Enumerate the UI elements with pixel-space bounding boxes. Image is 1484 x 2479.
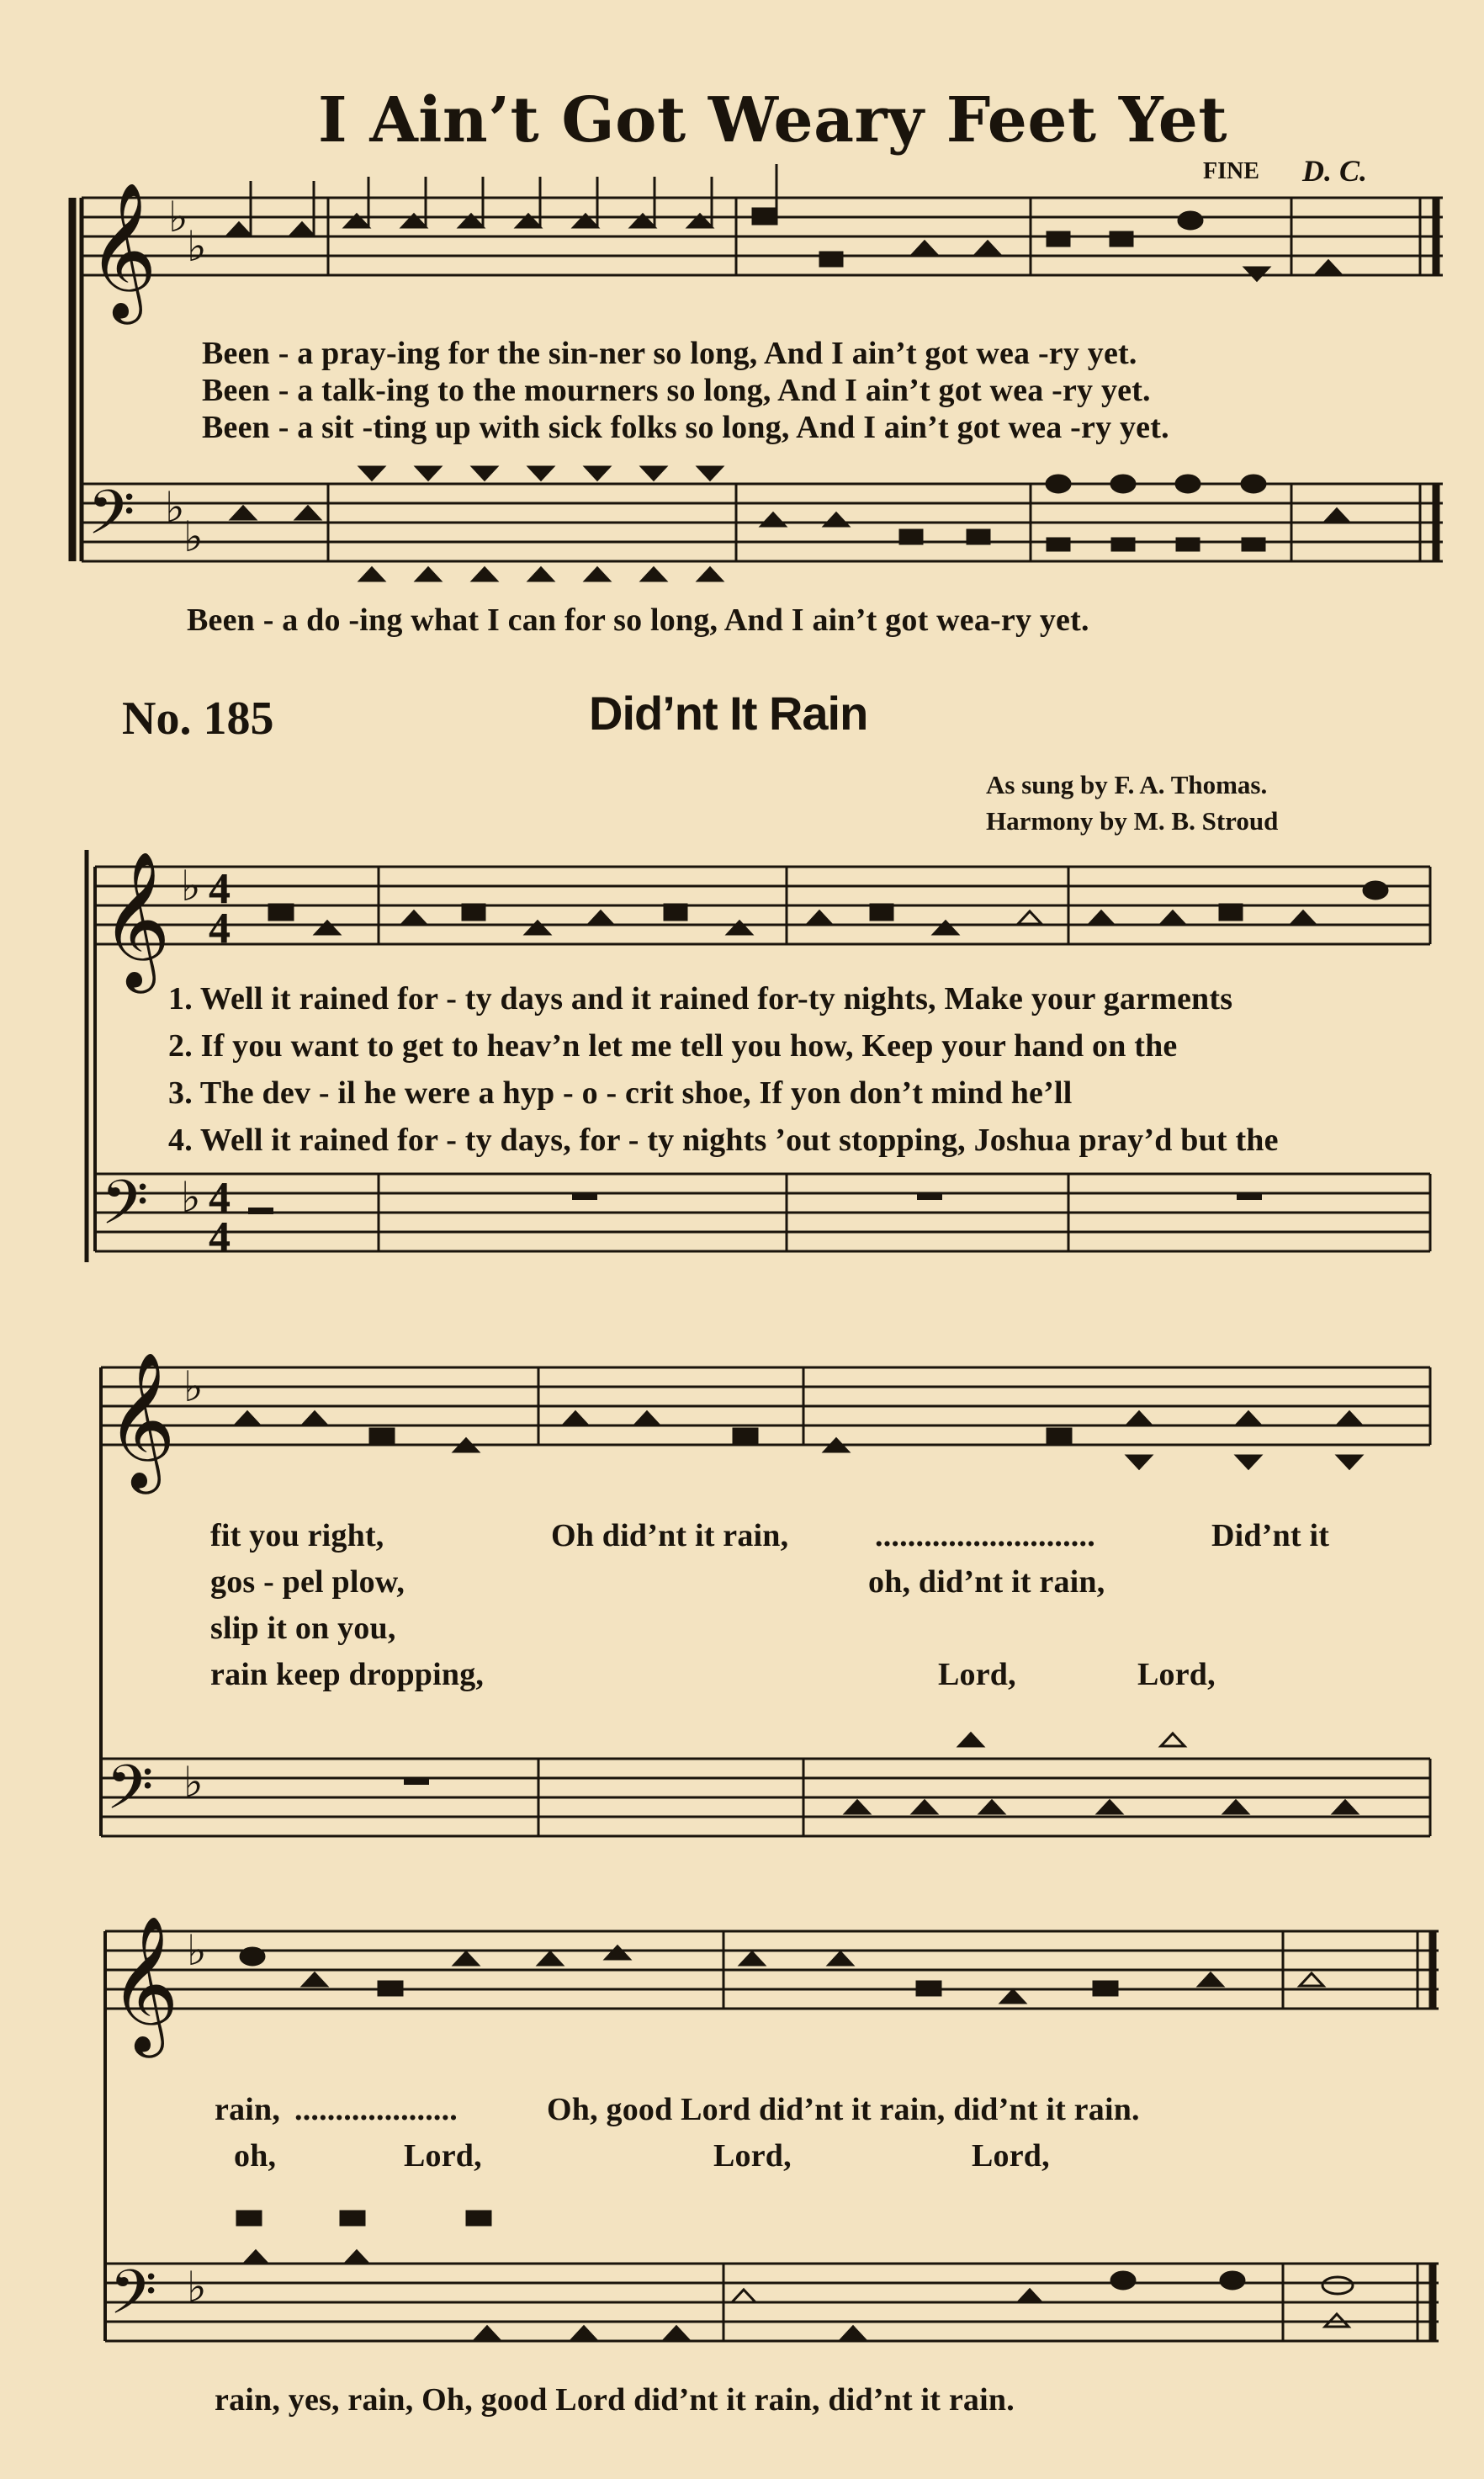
svg-text:4: 4 bbox=[209, 1213, 231, 1261]
sys2-lyric: fit you right, bbox=[210, 1518, 384, 1553]
sys3-lyric: .................... bbox=[294, 2092, 458, 2127]
song2-verse-2: 2. If you want to get to heav’n let me tell you how, Keep your hand on the bbox=[168, 1028, 1178, 1064]
svg-text:♭: ♭ bbox=[187, 1926, 207, 1975]
song2-sys1-verses bbox=[168, 980, 1430, 1165]
sys2-lyric: Lord, bbox=[938, 1657, 1016, 1692]
sys2-lyric: gos - pel plow, bbox=[210, 1564, 405, 1600]
bass-clef-icon: 𝄢 bbox=[101, 1166, 149, 1253]
svg-text:♭: ♭ bbox=[183, 1362, 204, 1411]
svg-text:♭: ♭ bbox=[165, 483, 185, 532]
treble-clef-icon: 𝄞 bbox=[101, 851, 171, 988]
sys2-lyric: rain keep dropping, bbox=[210, 1657, 485, 1692]
bass-clef-icon: 𝄢 bbox=[109, 2256, 157, 2343]
svg-text:♭: ♭ bbox=[187, 2263, 207, 2312]
song1-verse-1: Been - a pray-ing for the sin-ner so long, And I ain’t got wea -ry yet. bbox=[202, 336, 1137, 371]
song2-sys1-bass-staff bbox=[95, 1174, 1430, 1251]
song2-sys2-treble-staff bbox=[101, 1367, 1430, 1445]
hymn-number: No. 185 bbox=[122, 693, 274, 745]
sys2-lyric: Oh did’nt it rain, bbox=[551, 1518, 789, 1553]
sys3-lyric: Lord, bbox=[713, 2138, 792, 2174]
sys3-lyric: rain, bbox=[215, 2092, 281, 2127]
sys3-lyric: Oh, good Lord did’nt it rain, did’nt it rain. bbox=[547, 2092, 1140, 2127]
sys2-lyric: Did’nt it bbox=[1211, 1518, 1330, 1553]
song2-title: Did’nt It Rain bbox=[589, 687, 868, 740]
sys2-lyric: ........................... bbox=[875, 1518, 1095, 1553]
song1-bass-line: Been - a do -ing what I can for so long, And I ain’t got wea-ry yet. bbox=[187, 602, 1089, 638]
svg-text:4: 4 bbox=[209, 1174, 231, 1222]
svg-text:4: 4 bbox=[209, 905, 231, 953]
treble-clef-icon: 𝄞 bbox=[109, 1915, 179, 2052]
song2-verse-1: 1. Well it rained for - ty days and it rained for-ty nights, Make your garments bbox=[168, 981, 1233, 1017]
bass-clef-icon: 𝄢 bbox=[106, 1751, 154, 1838]
credit-harmony: Harmony by M. B. Stroud bbox=[986, 806, 1279, 836]
treble-clef-icon: 𝄞 bbox=[87, 182, 157, 319]
svg-text:♭: ♭ bbox=[183, 512, 204, 561]
song2-bass-line: rain, yes, rain, Oh, good Lord did’nt it rain, did’nt it rain. bbox=[215, 2382, 1015, 2418]
svg-text:♭: ♭ bbox=[181, 862, 201, 910]
song1-bass-staff bbox=[82, 484, 1443, 561]
song2-verse-3: 3. The dev - il he were a hyp - o - crit shoe, If yon don’t mind he’ll bbox=[168, 1075, 1073, 1111]
sys3-lyric: Lord, bbox=[972, 2138, 1050, 2174]
song2-bass-lyrics bbox=[215, 2381, 1426, 2423]
song1-verse-2: Been - a talk-ing to the mourners so long, And I ain’t got wea -ry yet. bbox=[202, 373, 1151, 408]
fine-marking: FINE bbox=[1203, 158, 1259, 184]
song1-bass-lyrics bbox=[187, 602, 1415, 644]
sys2-lyric: Lord, bbox=[1137, 1657, 1216, 1692]
song1-verse-3: Been - a sit -ting up with sick folks so long, And I ain’t got wea -ry yet. bbox=[202, 410, 1169, 445]
song2-sys3-treble-staff bbox=[105, 1931, 1439, 2009]
svg-text:♭: ♭ bbox=[183, 1758, 204, 1807]
sys2-lyric: oh, did’nt it rain, bbox=[868, 1564, 1105, 1600]
treble-clef-icon: 𝄞 bbox=[106, 1351, 176, 1489]
sys2-lyric: slip it on you, bbox=[210, 1611, 396, 1646]
dc-marking: D. C. bbox=[1302, 154, 1368, 188]
song1-verses bbox=[202, 335, 1413, 453]
svg-text:♭: ♭ bbox=[181, 1173, 201, 1222]
credit-sung-by: As sung by F. A. Thomas. bbox=[986, 770, 1268, 799]
song1-title: I Ain’t Got Weary Feet Yet bbox=[318, 84, 1228, 157]
sys3-lyric: oh, bbox=[234, 2138, 277, 2174]
song2-sys2-bass-staff bbox=[101, 1759, 1430, 1836]
song2-verse-4: 4. Well it rained for - ty days, for - ty nights ’out stopping, Joshua pray’d but the bbox=[168, 1123, 1279, 1158]
svg-text:♭: ♭ bbox=[168, 193, 188, 242]
svg-text:4: 4 bbox=[209, 865, 231, 913]
whole-rests bbox=[248, 1193, 1262, 1785]
sys3-lyric: Lord, bbox=[404, 2138, 482, 2174]
bass-clef-icon: 𝄢 bbox=[87, 476, 135, 563]
svg-text:♭: ♭ bbox=[187, 222, 207, 271]
